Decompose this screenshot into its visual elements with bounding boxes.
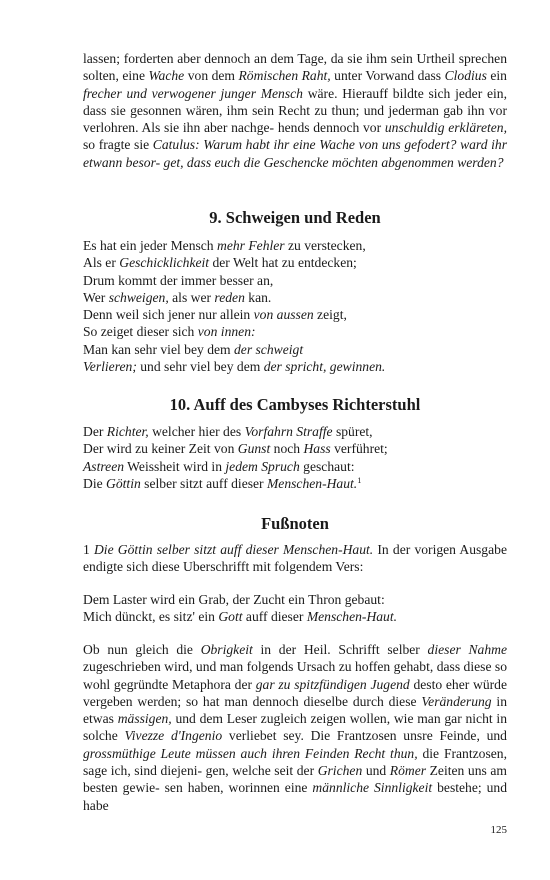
emphasis: dieser Nahme	[427, 642, 507, 657]
text-run: Man kan sehr viel bey dem	[83, 341, 234, 357]
text-run: Die	[83, 475, 107, 491]
text-run: kan.	[244, 289, 272, 305]
footnote-ref: 1	[357, 474, 362, 485]
text-run: dass	[417, 68, 445, 84]
text-run: zu verstecken,	[284, 238, 366, 253]
text-run: hends dennoch vor	[277, 120, 385, 136]
verse-line	[83, 458, 507, 475]
text-run: gen, welche seit der	[205, 763, 318, 779]
text-run: bestehe; und habe	[83, 780, 507, 813]
text-run: Als er	[83, 255, 120, 271]
text-run: Der wird zu keiner Zeit von	[83, 441, 238, 457]
emphasis: frecher und verwogener junger Mensch	[83, 85, 303, 101]
emphasis: Hass	[303, 441, 331, 457]
paragraph-top	[83, 50, 507, 171]
emphasis: schweigen,	[108, 289, 169, 305]
text-run: spüret,	[332, 424, 373, 439]
text-run: der Welt hat zu entdecken;	[209, 255, 357, 271]
emphasis: der spricht, gewinnen.	[263, 359, 386, 375]
verse-line	[83, 423, 507, 440]
text-run: von dem	[184, 68, 239, 84]
emphasis: Grichen	[317, 763, 363, 779]
text-run: noch	[270, 441, 304, 457]
emphasis: Obrigkeit	[200, 642, 253, 657]
emphasis: grossmüthige Leute müssen	[83, 745, 241, 761]
section-10-poem	[83, 423, 507, 492]
page-number: 125	[490, 824, 507, 836]
text-run: Ausgabe endigte sich diese Uberschrifft mit folgendem Vers:	[83, 542, 507, 575]
section-heading: 9. Schweigen und Reden	[209, 208, 381, 227]
verse-line	[83, 323, 507, 340]
footnote-paragraph	[83, 641, 507, 814]
text-run: sey. Die Frantzosen unsre Feinde, und	[283, 728, 507, 744]
emphasis: reden	[214, 289, 245, 305]
footnote-verse	[83, 591, 507, 626]
text-run: diese so wohl gegründte Metaphora der	[83, 659, 507, 692]
emphasis: Vorfahrn Straffe	[244, 424, 333, 439]
text-run: zeigen wollen, wie man gar nicht in solche	[83, 711, 507, 744]
text-run: 1	[83, 542, 94, 557]
text-run: so fragte sie	[83, 137, 153, 153]
footnotes-section	[83, 514, 507, 534]
emphasis: Richter,	[106, 424, 149, 439]
emphasis: mässigen,	[117, 711, 172, 727]
text-run: Weissheit wird in	[124, 458, 226, 474]
verse-line	[83, 475, 507, 492]
text-run: Mich dünckt, es sitz' ein	[83, 609, 219, 625]
text-run: Ob nun gleich die	[83, 642, 201, 657]
section-9-poem	[83, 237, 507, 375]
emphasis: gar zu spitzfündigen Jugend	[255, 676, 414, 692]
quoted-verse	[83, 591, 507, 626]
text-run: So zeiget dieser sich	[83, 324, 198, 340]
verse-line	[83, 608, 507, 625]
text-run: in etwas	[83, 693, 508, 727]
emphasis: Menschen-Haut.	[306, 609, 398, 625]
verse-line	[83, 306, 507, 323]
emphasis: Astreen	[83, 458, 125, 474]
emphasis: Die Göttin selber sitzt auff dieser Menschen-Haut.	[93, 542, 374, 557]
text-run: Drum kommt der immer besser an,	[83, 272, 274, 288]
text-run: verführet;	[330, 441, 388, 457]
section-10	[83, 395, 507, 415]
emphasis: der schweigt	[234, 341, 304, 357]
text-run: und	[362, 763, 390, 779]
emphasis: Römischen Raht,	[238, 68, 331, 84]
emphasis: mehr Fehler	[217, 238, 285, 253]
text-run: Denn weil sich jener nur allein	[83, 307, 254, 323]
text-run: und dem Leser zugleich	[171, 711, 311, 727]
text-run: Wer	[83, 289, 109, 305]
emphasis: Geschicklichkeit	[119, 255, 210, 271]
footnotes-heading: Fußnoten	[261, 514, 329, 533]
text-run: durch diese	[352, 693, 422, 709]
emphasis: Göttin	[106, 475, 141, 491]
section-9	[83, 208, 507, 228]
text-run: Zeiten uns am besten gewie-	[83, 763, 507, 796]
emphasis: Warum habt ihr eine Wache von uns gefodert? ward ihr etwann besor-	[83, 137, 508, 170]
verse-line	[83, 272, 507, 289]
footnote-closing	[83, 641, 507, 814]
emphasis: männliche Sinnligkeit	[312, 780, 433, 796]
verse-line	[83, 237, 507, 254]
text-run: ein	[486, 68, 507, 84]
text-run: thun; und jederman gab ihn vor verlohren. Als sie ihn aber nachge-	[83, 102, 507, 136]
verse-line	[83, 358, 507, 375]
emphasis: get, dass euch die Geschencke möchten abgenommen werden?	[163, 154, 504, 170]
emphasis: Gott	[218, 609, 243, 625]
footnote-1	[83, 541, 507, 576]
emphasis: Menschen-Haut.	[266, 475, 358, 491]
verse-line	[83, 341, 507, 358]
text-run: sprechen solten, eine	[83, 51, 507, 84]
text-run: und sehr viel bey dem	[136, 359, 264, 375]
text-run: auff dieser	[242, 609, 307, 625]
text-run: In der vorigen	[373, 542, 460, 557]
text-run: unter Vorwand	[330, 68, 418, 84]
text-run: geschaut:	[299, 458, 355, 474]
text-run: sen haben, worinnen eine	[164, 780, 313, 796]
verse-line	[83, 254, 507, 271]
emphasis: unschuldig erkläreten,	[384, 120, 507, 136]
emphasis: Catulus:	[152, 137, 204, 153]
emphasis: auch ihren Feinden Recht thun,	[240, 745, 418, 761]
text-run: Dem Laster wird ein Grab, der Zucht ein Thron gebaut:	[83, 592, 385, 607]
emphasis: Vivezze d'Ingenio	[124, 728, 223, 744]
emphasis: Wache	[148, 68, 185, 84]
verse-line	[83, 591, 507, 608]
text-run: als wer	[168, 289, 215, 305]
emphasis: von innen:	[197, 324, 256, 340]
verse-line	[83, 440, 507, 457]
body-paragraph	[83, 50, 507, 171]
emphasis: Clodius	[444, 68, 487, 84]
text-run: zugeschrieben wird, und man folgends Ursach zu hoffen gehabt, dass	[83, 659, 464, 675]
section-heading: 10. Auff des Cambyses Richterstuhl	[169, 395, 421, 414]
emphasis: Römer	[389, 763, 427, 779]
emphasis: jedem Spruch	[225, 458, 300, 474]
text-run: wäre. Hierauff	[302, 85, 393, 101]
text-run: bildte sich jeder ein, dass sie gesonnen wären, ihm sein Recht zu	[83, 85, 507, 118]
text-run: lassen; forderten aber dennoch an dem Tage, da sie ihm sein Urtheil	[83, 51, 459, 66]
emphasis: Gunst	[237, 441, 271, 457]
text-run: die Frantzosen, sage ich, sind diejeni-	[83, 745, 507, 779]
text-run: desto eher würde vergeben werden; so hat man dennoch dieselbe	[83, 676, 507, 709]
text-run: verliebet	[222, 728, 284, 744]
text-run: selber sitzt auff dieser	[140, 475, 267, 491]
poem	[83, 423, 507, 492]
emphasis: Veränderung	[421, 693, 492, 709]
poem	[83, 237, 507, 375]
text-run: Der	[83, 424, 107, 439]
text-run: zeigt,	[313, 307, 347, 323]
text-run: in der Heil. Schrifft selber	[252, 642, 428, 657]
text-run: welcher hier des	[148, 424, 245, 439]
verse-line	[83, 289, 507, 306]
footnote-text	[83, 541, 507, 576]
emphasis: von aussen	[253, 307, 314, 323]
emphasis: Verlieren;	[83, 359, 137, 375]
text-run: Es hat ein jeder Mensch	[83, 238, 218, 253]
